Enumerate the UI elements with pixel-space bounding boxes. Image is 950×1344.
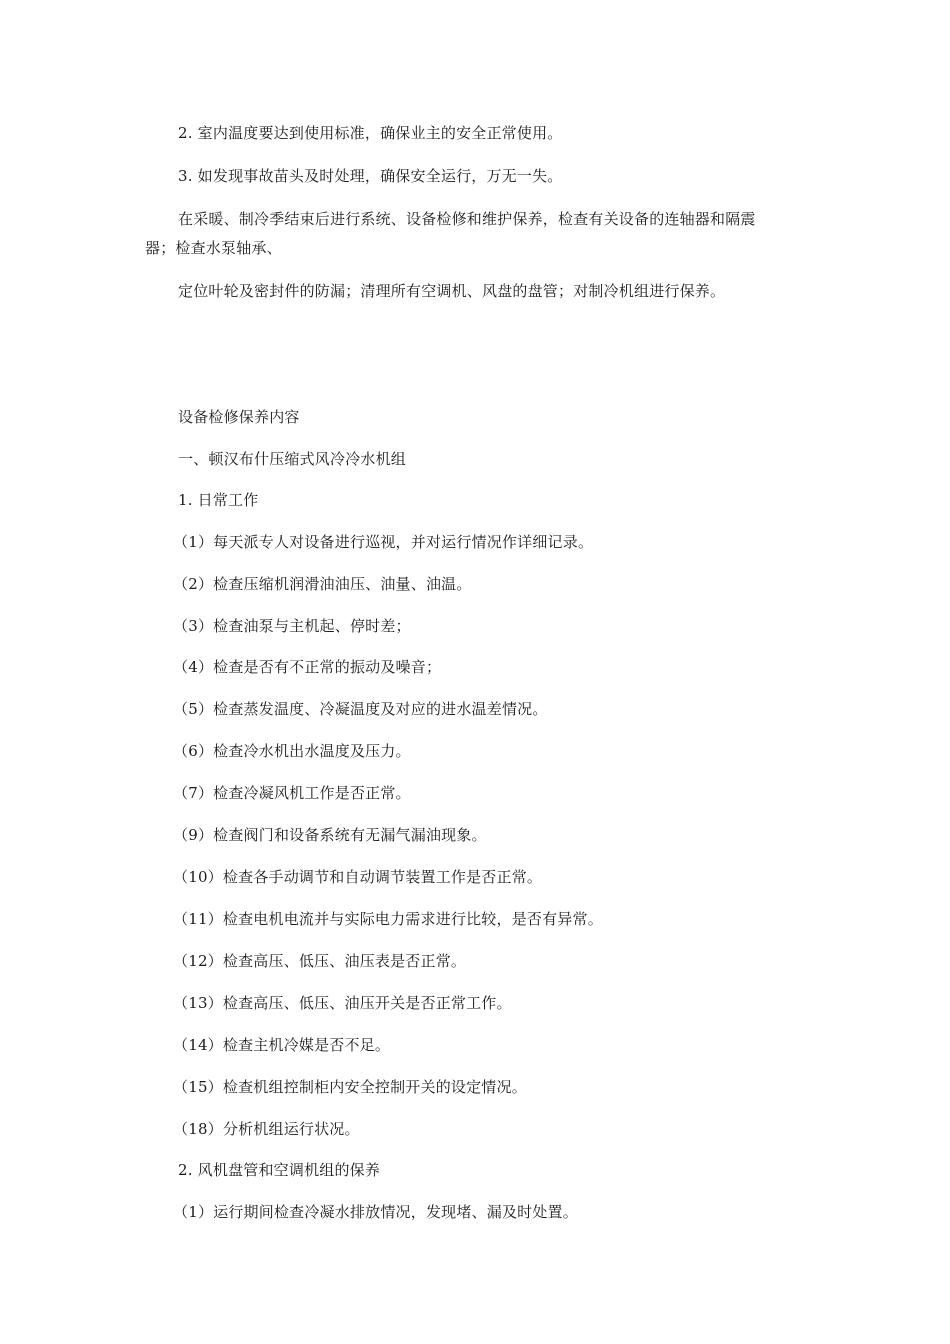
list-item: （5）检查蒸发温度、冷凝温度及对应的进水温差情况。 bbox=[173, 700, 548, 718]
list-item: （18）分析机组运行状况。 bbox=[173, 1120, 360, 1138]
intro-paragraph-line-1: 在采暖、制冷季结束后进行系统、设备检修和维护保养，检查有关设备的连轴器和隔震 bbox=[178, 210, 756, 228]
fan-coil-title: 2. 风机盘管和空调机组的保养 bbox=[178, 1161, 381, 1179]
section-subheading: 一、顿汉布什压缩式风冷冷水机组 bbox=[178, 450, 407, 468]
intro-paragraph-line-2: 器；检查水泵轴承、 bbox=[145, 239, 282, 257]
list-item: （2）检查压缩机润滑油油压、油量、油温。 bbox=[173, 575, 472, 593]
list-item: （10）检查各手动调节和自动调节装置工作是否正常。 bbox=[173, 868, 543, 886]
daily-work-title: 1. 日常工作 bbox=[178, 491, 259, 509]
intro-item-3: 3. 如发现事故苗头及时处理，确保安全运行，万无一失。 bbox=[178, 167, 563, 185]
list-item: （4）检查是否有不正常的振动及噪音； bbox=[173, 658, 442, 676]
list-item: （13）检查高压、低压、油压开关是否正常工作。 bbox=[173, 994, 512, 1012]
list-item: （6）检查冷水机出水温度及压力。 bbox=[173, 742, 411, 760]
list-item: （3）检查油泵与主机起、停时差； bbox=[173, 617, 411, 635]
list-item: （14）检查主机冷媒是否不足。 bbox=[173, 1036, 391, 1054]
intro-item-2: 2. 室内温度要达到使用标准，确保业主的安全正常使用。 bbox=[178, 124, 563, 142]
intro-paragraph-2: 定位叶轮及密封件的防漏；清理所有空调机、风盘的盘管；对制冷机组进行保养。 bbox=[178, 282, 726, 300]
list-item: （12）检查高压、低压、油压表是否正常。 bbox=[173, 952, 467, 970]
list-item: （11）检查电机电流并与实际电力需求进行比较，是否有异常。 bbox=[173, 910, 603, 928]
section-heading: 设备检修保养内容 bbox=[178, 408, 300, 426]
list-item: （9）检查阀门和设备系统有无漏气漏油现象。 bbox=[173, 826, 487, 844]
list-item: （15）检查机组控制柜内安全控制开关的设定情况。 bbox=[173, 1078, 527, 1096]
list-item: （7）检查冷凝风机工作是否正常。 bbox=[173, 784, 411, 802]
list-item: （1）运行期间检查冷凝水排放情况，发现堵、漏及时处置。 bbox=[173, 1203, 578, 1221]
list-item: （1）每天派专人对设备进行巡视，并对运行情况作详细记录。 bbox=[173, 533, 594, 551]
